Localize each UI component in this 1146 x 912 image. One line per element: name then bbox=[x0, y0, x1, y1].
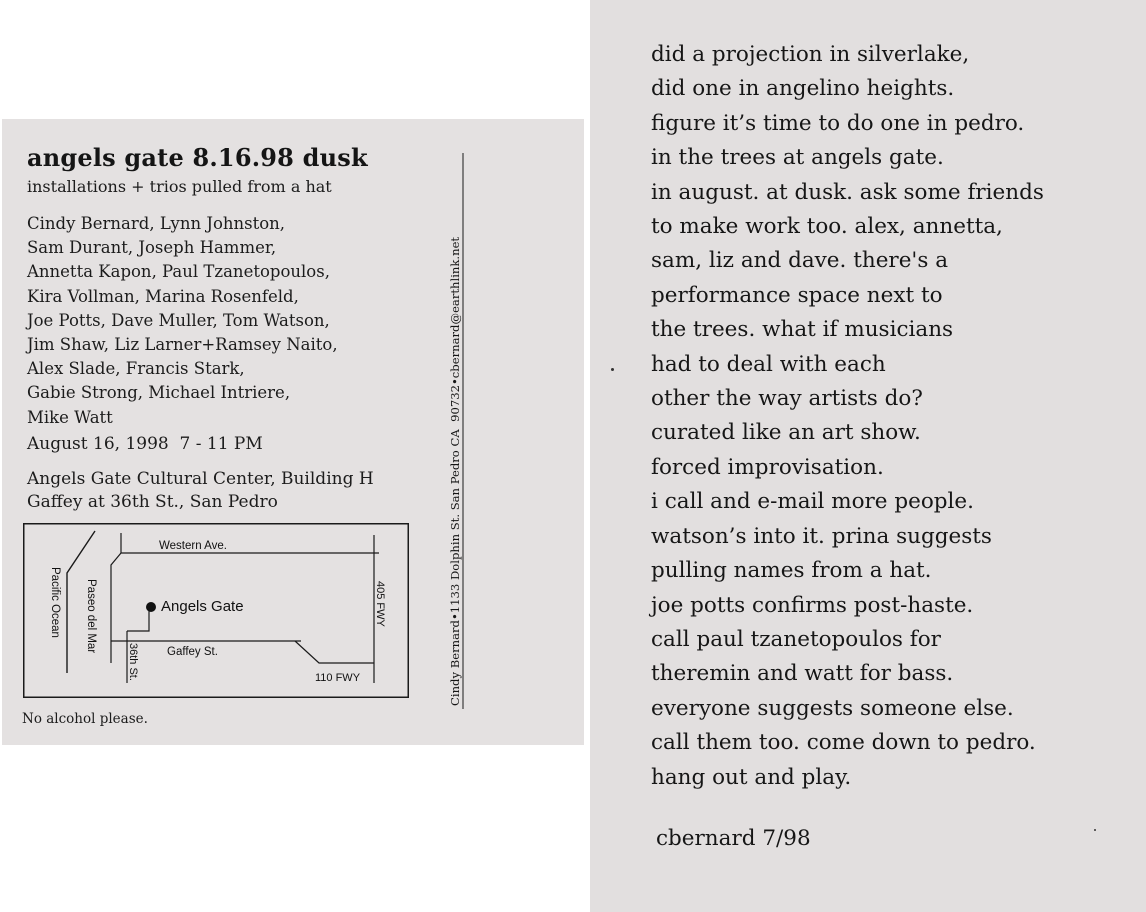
artist-line: Mike Watt bbox=[27, 407, 113, 427]
poem-line: other the way artists do? bbox=[651, 386, 923, 412]
poem-line: watson’s into it. prina suggests bbox=[651, 523, 992, 549]
poem-line: curated like an art show. bbox=[651, 420, 921, 446]
poem-line: did one in angelino heights. bbox=[651, 76, 955, 102]
poem-line: joe potts confirms post-haste. bbox=[651, 592, 974, 618]
angels-gate-marker-icon bbox=[146, 602, 156, 612]
vertical-return-address bbox=[444, 149, 466, 709]
gaffey-st-label: Gaffey St. bbox=[167, 646, 218, 658]
postcard-front bbox=[2, 119, 584, 745]
artist-line: Alex Slade, Francis Stark, bbox=[27, 359, 245, 379]
western-ave-label: Western Ave. bbox=[159, 540, 227, 552]
paper-speck bbox=[611, 368, 614, 371]
venue-address bbox=[27, 468, 374, 514]
event-date-time: August 16, 1998 7 - 11 PM bbox=[27, 434, 263, 454]
signature: cbernard 7/98 bbox=[656, 826, 811, 851]
poem-line: theremin and watt for bass. bbox=[651, 661, 954, 687]
no-alcohol-note: No alcohol please. bbox=[22, 711, 148, 727]
poem-line: call them too. come down to pedro. bbox=[651, 730, 1036, 756]
st-36th-label: 36th St. bbox=[127, 643, 139, 681]
artist-line: Cindy Bernard, Lynn Johnston, bbox=[27, 214, 286, 233]
poem-line: call paul tzanetopoulos for bbox=[651, 626, 941, 652]
poem-line: forced improvisation. bbox=[651, 454, 884, 480]
poem-line: in august. at dusk. ask some friends bbox=[651, 179, 1044, 205]
poem-line: sam, liz and dave. there's a bbox=[651, 248, 949, 274]
poem-line: hang out and play. bbox=[651, 764, 852, 790]
curatorial-statement bbox=[651, 38, 1044, 795]
artist-line: Jim Shaw, Liz Larner+Ramsey Naito, bbox=[27, 335, 338, 355]
postcard-back bbox=[590, 0, 1146, 912]
paper-speck bbox=[1094, 829, 1096, 831]
location-map bbox=[23, 523, 409, 698]
fwy-110-label: 110 FWY bbox=[315, 672, 361, 684]
paseo-del-mar-label: Paseo del Mar bbox=[85, 579, 97, 654]
venue-line: Angels Gate Cultural Center, Building H bbox=[27, 469, 374, 489]
artist-line: Sam Durant, Joseph Hammer, bbox=[27, 238, 277, 258]
fwy-405-label: 405 FWY bbox=[374, 581, 386, 627]
artist-line: Joe Potts, Dave Muller, Tom Watson, bbox=[27, 310, 330, 330]
artist-line: Kira Vollman, Marina Rosenfeld, bbox=[27, 286, 299, 306]
poem-line: figure it’s time to do one in pedro. bbox=[651, 110, 1025, 136]
poem-line: had to deal with each bbox=[651, 351, 886, 377]
poem-line: i call and e-mail more people. bbox=[651, 489, 974, 515]
return-address-text: Cindy Bernard•1133 Dolphin St. San Pedro CA 90732•cbernard@earthlink.net bbox=[448, 236, 462, 706]
event-title: angels gate 8.16.98 dusk bbox=[27, 143, 368, 172]
poem-line: in the trees at angels gate. bbox=[651, 145, 944, 171]
pacific-ocean-label: Pacific Ocean bbox=[49, 567, 61, 638]
poem-line: did a projection in silverlake, bbox=[651, 42, 970, 67]
angels-gate-label: Angels Gate bbox=[161, 598, 244, 615]
artist-line: Annetta Kapon, Paul Tzanetopoulos, bbox=[27, 262, 330, 282]
poem-line: performance space next to bbox=[651, 282, 943, 308]
poem-line: to make work too. alex, annetta, bbox=[651, 214, 1003, 240]
poem-line: pulling names from a hat. bbox=[651, 558, 932, 584]
event-subtitle: installations + trios pulled from a hat bbox=[27, 177, 332, 196]
poem-line: everyone suggests someone else. bbox=[651, 695, 1014, 721]
venue-line: Gaffey at 36th St., San Pedro bbox=[27, 492, 278, 512]
artist-list bbox=[27, 212, 338, 430]
artist-line: Gabie Strong, Michael Intriere, bbox=[27, 383, 291, 403]
poem-line: the trees. what if musicians bbox=[651, 317, 954, 343]
